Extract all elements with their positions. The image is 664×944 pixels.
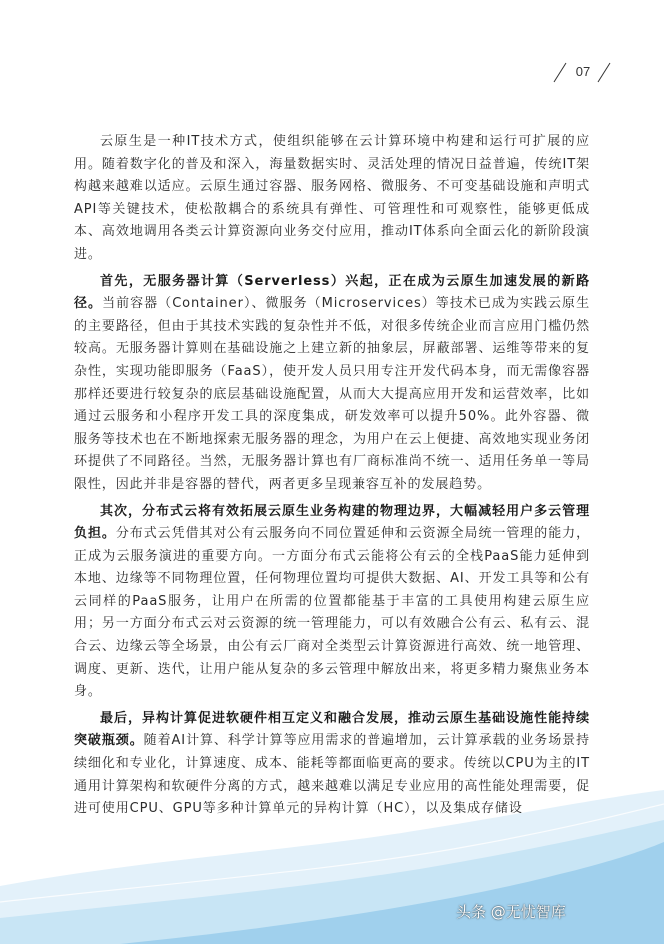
paragraph-text: 云原生是一种IT技术方式，使组织能够在云计算环境中构建和运行可扩展的应用。随着数字化的普及和深入，海量数据实时、灵活处理的情况日益普遍，传统IT架构越来越难以适应。云原生通过容器、服务网格、微服务、不可变基础设施和声明式API等关键技术，使松散耦合的系统具有弹性、可管理性和可观察性，能够更低成本、高效地调用各类云计算资源向业务交付应用，推动IT体系向全面云化的新阶段演进。 [74, 134, 590, 262]
paragraph-lead: 最后，异构计算促进软硬件相互定义和融合发展，推动云原生基础设施性能持续突破瓶颈。 [74, 710, 590, 749]
paragraph-serverless [74, 271, 590, 497]
watermark-text: 头条 @无忧智库 [456, 902, 566, 921]
paragraph-lead: 其次，分布式云将有效拓展云原生业务构建的物理边界，大幅减轻用户多云管理负担。 [74, 503, 590, 542]
paragraph-text: 分布式云凭借其对公有云服务向不同位置延伸和云资源全局统一管理的能力，正成为云服务演进的重要方向。一方面分布式云能将公有云的全栈PaaS能力延伸到本地、边缘等不同物理位置，任何物理位置均可提供大数据、AI、开发工具等和公有云同样的PaaS服务，让用户在所需的位置都能基于丰富的工具使用构建云原生应用；另一方面分布式云对云资源的统一管理能力，可以有效融合公有云、私有云、混合云、边缘云等全场景，由公有云厂商对全类型云计算资源进行高效、统一地管理、调度、更新、迭代，让用户能从复杂的多云管理中解放出来，将更多精力聚焦业务本身。 [74, 526, 590, 700]
body-text [74, 131, 590, 821]
paragraph-lead: 首先，无服务器计算（Serverless）兴起，正在成为云原生加速发展的新路径。 [74, 273, 590, 312]
page-header [552, 62, 612, 84]
paragraph-text: 随着AI计算、科学计算等应用需求的普遍增加，云计算承载的业务场景持续细化和专业化，计算速度、成本、能耗等都面临更高的要求。传统以CPU为主的IT通用计算架构和软硬件分离的方式，越来越难以满足专业应用的高性能处理需要，促进可使用CPU、GPU等多种计算单元的异构计算（HC），以及集成存储设 [74, 733, 590, 817]
paragraph-text: 当前容器（Container）、微服务（Microservices）等技术已成为实践云原生的主要路径，但由于其技术实践的复杂性并不低，对很多传统企业而言应用门槛仍然较高。无服务器计算则在基础设施之上建立新的抽象层，屏蔽部署、运维等带来的复杂性，实现功能即服务（FaaS），使开发人员只用专注开发代码本身，而无需像容器那样还要进行较复杂的底层基础设施配置，从而大大提高应用开发和运营效率，比如通过云服务和小程序开发工具的深度集成，研发效率可以提升50%。此外容器、微服务等技术也在不断地探索无服务器的理念，为用户在云上便捷、高效地实现业务闭环提供了不同路径。当然，无服务器计算也有厂商标准尚不统一、适用任务单一等局限性，因此并非是容器的替代，两者更多呈现兼容互补的发展趋势。 [74, 296, 590, 492]
paragraph-distributed-cloud [74, 501, 590, 704]
paragraph-intro [74, 131, 590, 267]
page-number: 07 [575, 64, 591, 79]
watermark [456, 898, 566, 924]
